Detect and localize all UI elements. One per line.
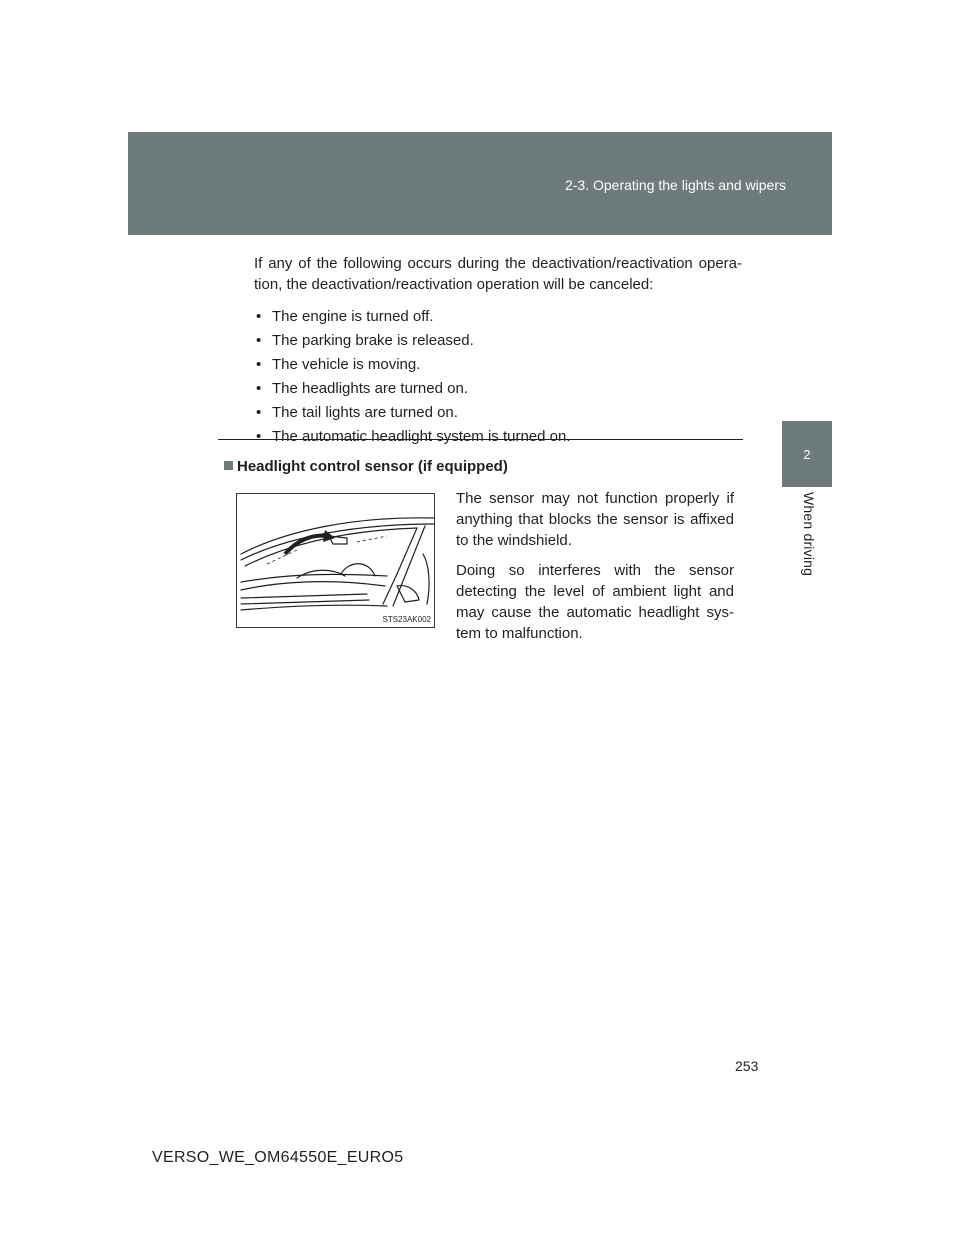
list-item: • The automatic headlight system is turned on. [254, 427, 742, 446]
header-band [128, 132, 832, 235]
windshield-sensor-illustration [236, 493, 435, 628]
sensor-description [456, 488, 734, 653]
list-item: • The parking brake is released. [254, 331, 742, 350]
section-divider [218, 439, 743, 440]
section-title: 2-3. Operating the lights and wipers [564, 177, 786, 193]
windshield-illustration-icon [237, 494, 434, 627]
cancel-conditions [254, 253, 742, 451]
chapter-label: When driving [801, 492, 817, 577]
subheading-text: Headlight control sensor (if equipped) [237, 458, 508, 475]
list-item: • The engine is turned off. [254, 307, 742, 326]
figure-caption: STS23AK002 [382, 615, 431, 624]
square-bullet-icon [224, 461, 233, 470]
subheading [224, 458, 508, 475]
list-item: • The headlights are turned on. [254, 379, 742, 398]
list-item: • The vehicle is moving. [254, 355, 742, 374]
list-item: • The tail lights are turned on. [254, 403, 742, 422]
sensor-paragraph-2: Doing so interferes with the sensor detecting the level of ambient light and may cause the automatic headlight sys-tem to malfunction. [456, 562, 734, 642]
chapter-number: 2 [803, 447, 811, 462]
intro-paragraph: If any of the following occurs during the deactivation/reactivation opera-tion, the deactivation/reactivation operation will be canceled: [254, 255, 742, 293]
sensor-paragraph-1: The sensor may not function properly if anything that blocks the sensor is affixed to the windshield. [456, 490, 734, 549]
chapter-tab [782, 421, 832, 487]
bullet-list [254, 307, 742, 446]
page-number: 253 [735, 1058, 759, 1074]
document-code: VERSO_WE_OM64550E_EURO5 [152, 1149, 404, 1166]
